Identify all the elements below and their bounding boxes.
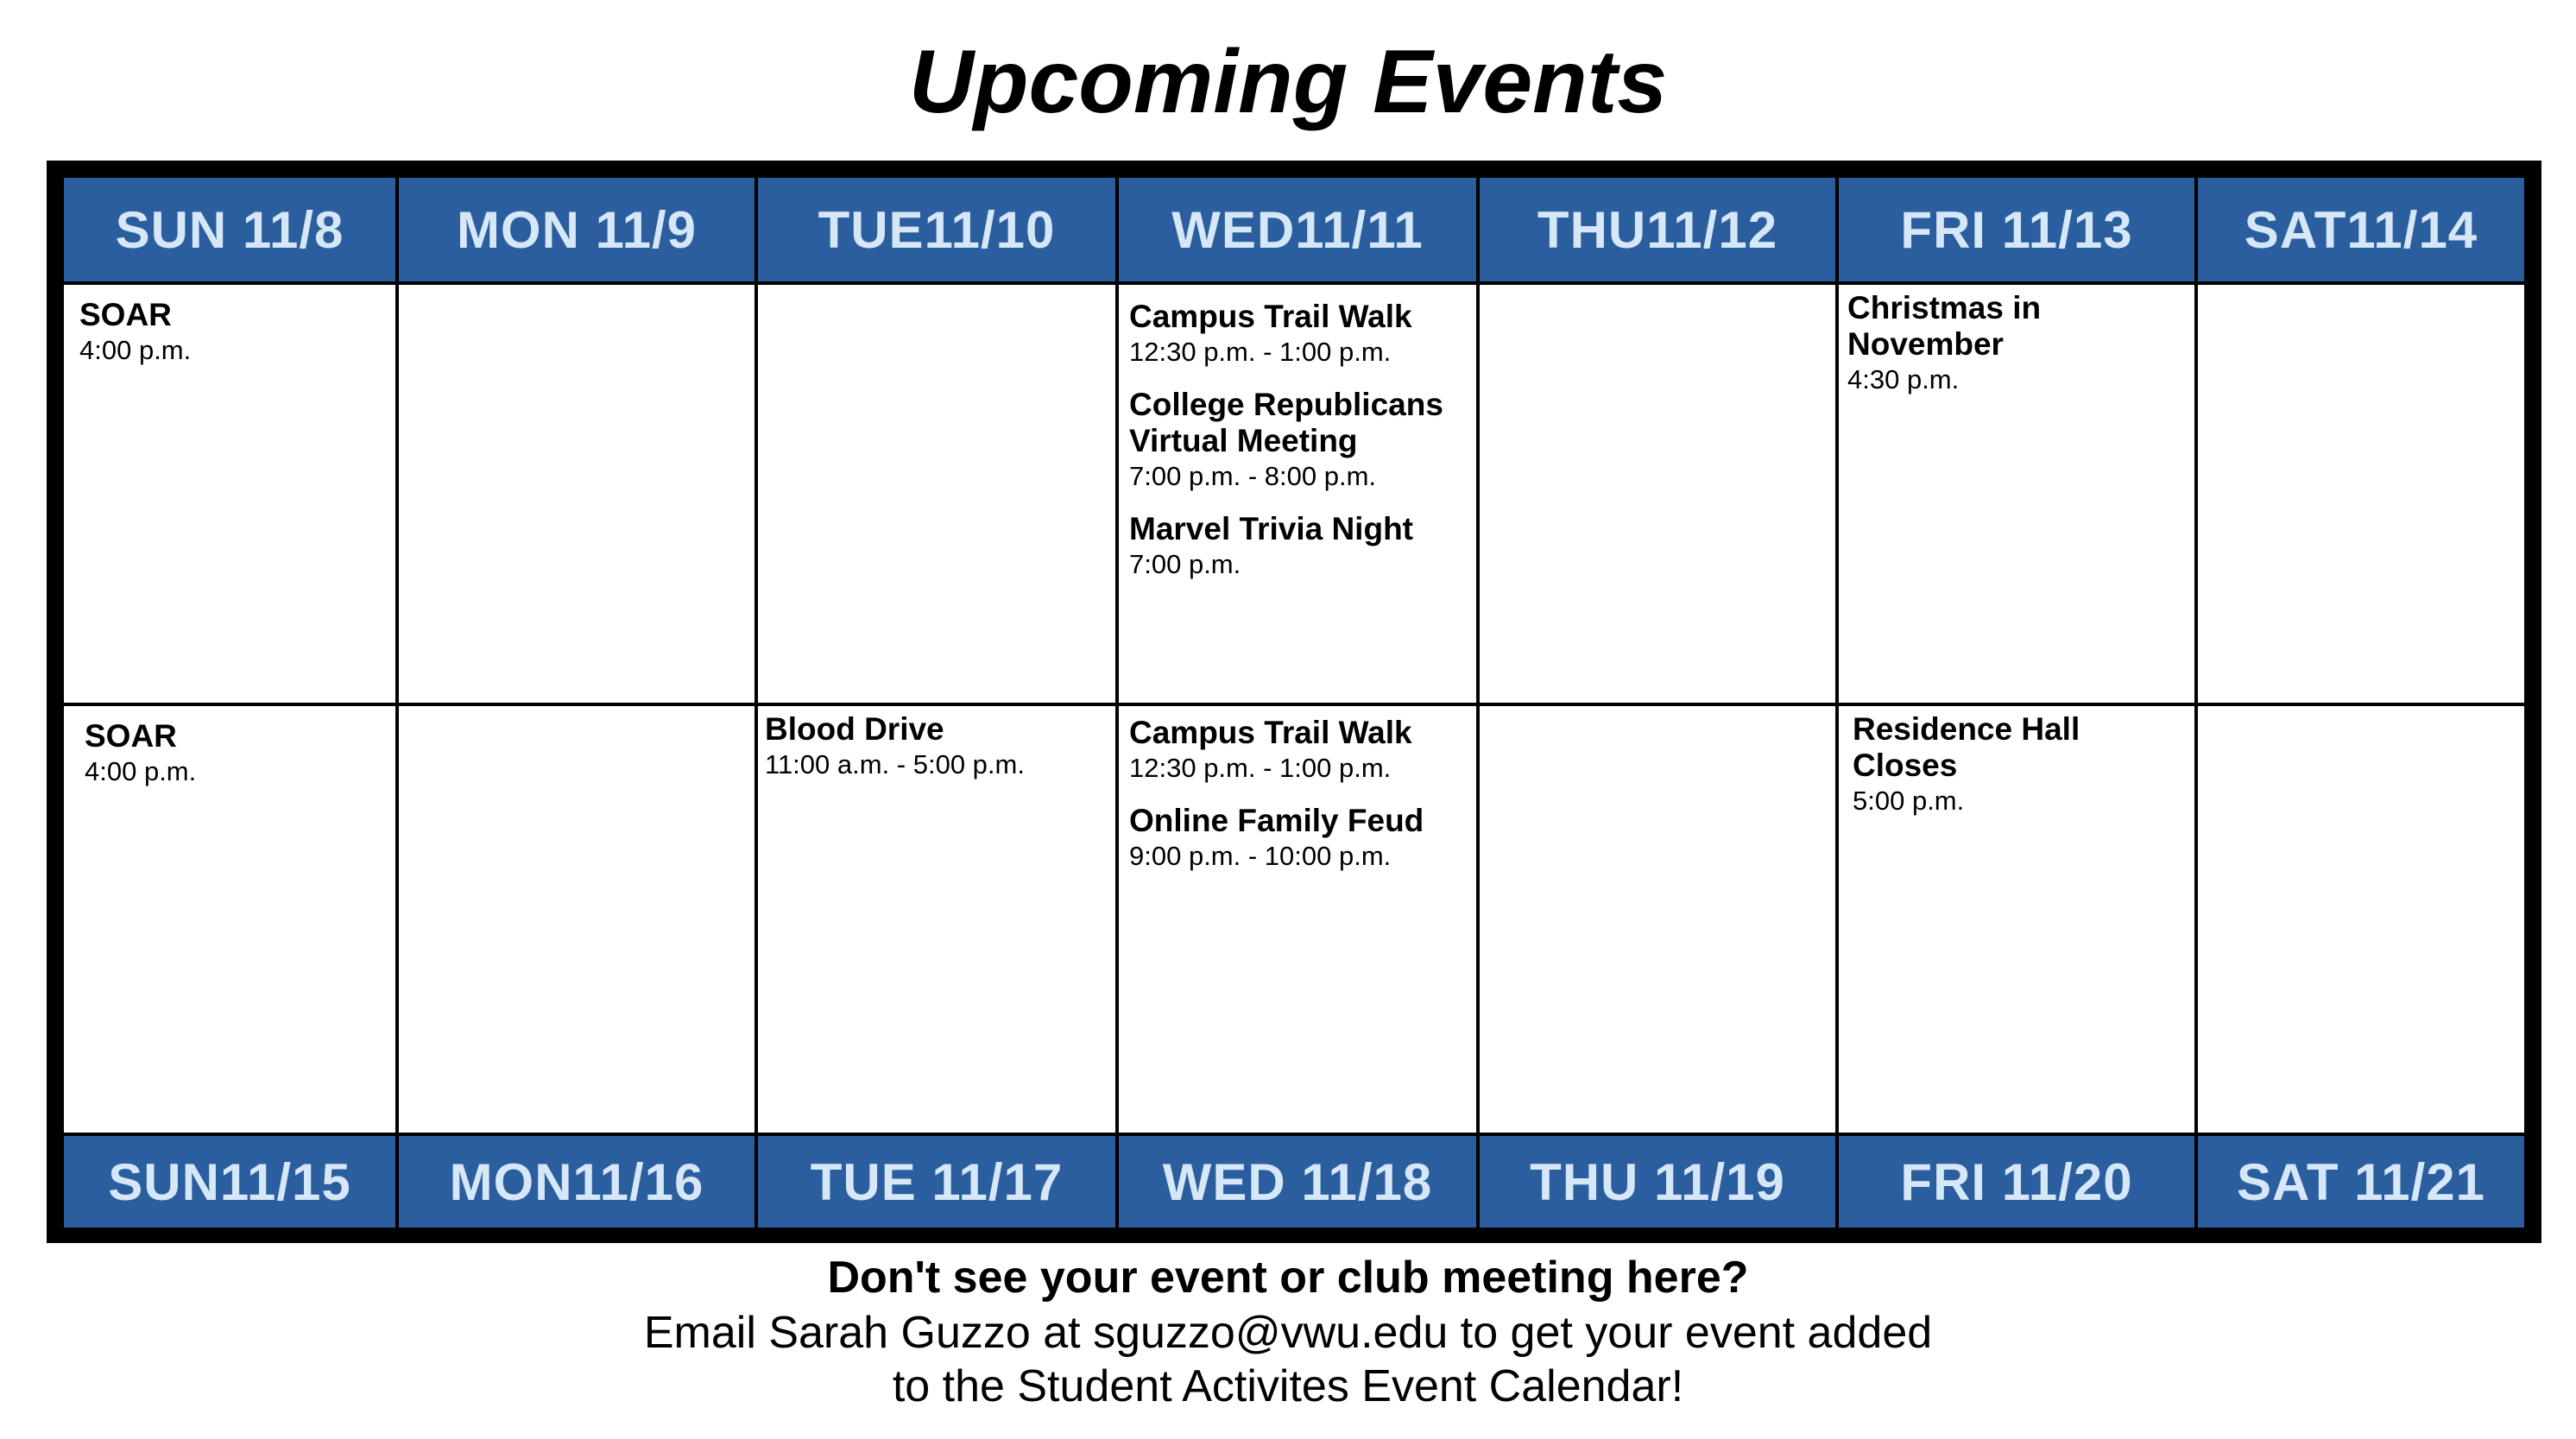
day-header: FRI 11/13 xyxy=(1839,178,2194,281)
event-item xyxy=(1129,803,1476,874)
event-name: Christmas in xyxy=(1847,290,2042,325)
event-name: Marvel Trivia Night xyxy=(1129,511,1413,546)
event-time: 9:00 p.m. - 10:00 p.m. xyxy=(1129,841,1392,871)
footer-contact: Email Sarah Guzzo at sguzzo@vwu.edu to get your event added xyxy=(643,1308,1933,1358)
day-cell xyxy=(1119,285,1476,703)
event-item xyxy=(1129,387,1476,494)
footer-calendar-note: to the Student Activites Event Calendar! xyxy=(892,1361,1684,1411)
day-cell xyxy=(2198,706,2524,1133)
day-cell xyxy=(399,285,754,703)
event-time: 4:00 p.m. xyxy=(79,335,192,365)
day-header: SAT 11/21 xyxy=(2198,1136,2524,1228)
event-item xyxy=(85,718,395,789)
day-cell xyxy=(1839,285,2194,703)
day-cell xyxy=(1480,285,1835,703)
day-cell xyxy=(1480,706,1835,1133)
event-item xyxy=(1129,511,1476,582)
event-name: Residence Hall xyxy=(1853,711,2080,747)
event-time: 12:30 p.m. - 1:00 p.m. xyxy=(1129,337,1392,367)
event-item xyxy=(1853,711,2194,818)
day-cell xyxy=(64,285,395,703)
day-header: THU11/12 xyxy=(1480,178,1835,281)
day-header: SUN11/15 xyxy=(64,1136,395,1228)
event-item xyxy=(1129,299,1476,369)
day-header: FRI 11/20 xyxy=(1839,1136,2194,1228)
day-header: SAT11/14 xyxy=(2198,178,2524,281)
event-name: College Republicans xyxy=(1129,387,1443,422)
event-name: Campus Trail Walk xyxy=(1129,299,1412,334)
event-name: Online Family Feud xyxy=(1129,803,1424,838)
event-name: Campus Trail Walk xyxy=(1129,715,1412,750)
footer-question: Don't see your event or club meeting here? xyxy=(827,1253,1749,1303)
day-header: MON11/16 xyxy=(399,1136,754,1228)
day-cell xyxy=(758,706,1115,1133)
day-header: WED 11/18 xyxy=(1119,1136,1476,1228)
event-item xyxy=(765,711,1115,782)
event-name-line2: November xyxy=(1847,326,2004,362)
day-cell xyxy=(2198,285,2524,703)
event-name-line2: Closes xyxy=(1853,748,1958,783)
event-time: 7:00 p.m. xyxy=(1129,549,1241,579)
page-title: Upcoming Events xyxy=(908,32,1668,132)
event-time: 7:00 p.m. - 8:00 p.m. xyxy=(1129,461,1377,491)
day-header: TUE 11/17 xyxy=(758,1136,1115,1228)
event-name-line2: Virtual Meeting xyxy=(1129,423,1358,458)
event-item xyxy=(1129,715,1476,786)
event-name: SOAR xyxy=(79,297,172,332)
day-cell xyxy=(1839,706,2194,1133)
day-cell xyxy=(399,706,754,1133)
event-time: 12:30 p.m. - 1:00 p.m. xyxy=(1129,753,1392,783)
day-header: MON 11/9 xyxy=(399,178,754,281)
day-cell xyxy=(758,285,1115,703)
event-name: SOAR xyxy=(85,718,177,754)
day-header: SUN 11/8 xyxy=(64,178,395,281)
event-time: 5:00 p.m. xyxy=(1853,786,1965,816)
event-time: 11:00 a.m. - 5:00 p.m. xyxy=(765,749,1025,779)
event-name: Blood Drive xyxy=(765,711,944,747)
event-time: 4:00 p.m. xyxy=(85,756,197,786)
day-cell xyxy=(64,706,395,1133)
day-cell xyxy=(1119,706,1476,1133)
event-item xyxy=(1847,290,2194,397)
event-item xyxy=(79,297,395,368)
day-header: THU 11/19 xyxy=(1480,1136,1835,1228)
event-time: 4:30 p.m. xyxy=(1847,364,1960,394)
day-header: TUE11/10 xyxy=(758,178,1115,281)
day-header: WED11/11 xyxy=(1119,178,1476,281)
